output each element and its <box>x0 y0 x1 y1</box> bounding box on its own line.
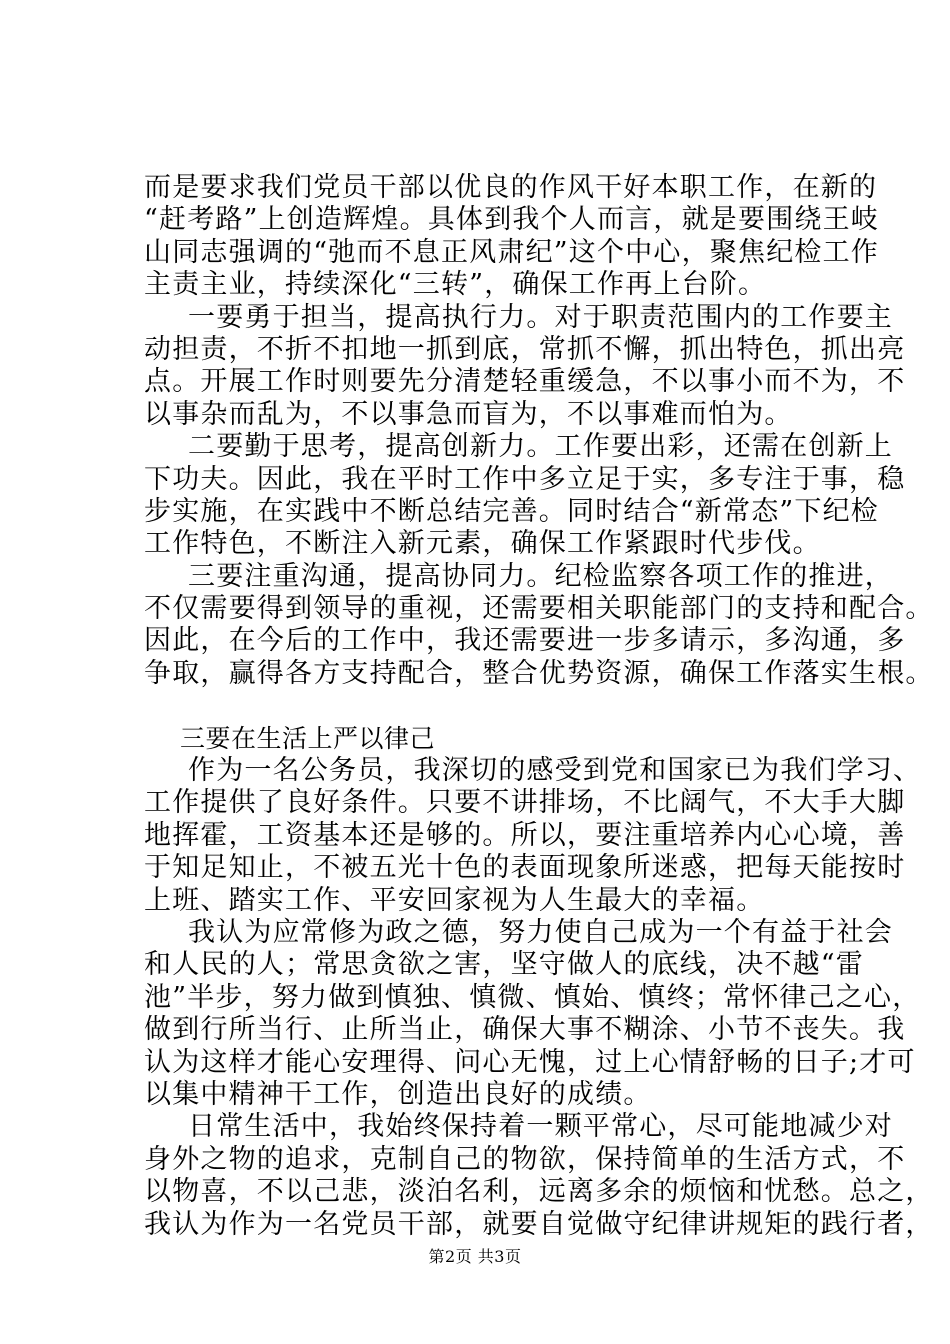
text-line: 因此，在今后的工作中，我还需要进一步多请示，多沟通，多 <box>144 625 906 657</box>
text-line: 山同志强调的“弛而不息正风肃纪”这个中心，聚焦纪检工作 <box>144 236 880 268</box>
blank-line <box>144 690 834 722</box>
text-line: “赶考路”上创造辉煌。具体到我个人而言，就是要围绕王岐 <box>144 204 880 236</box>
text-line: 池”半步，努力做到慎独、慎微、慎始、慎终；常怀律己之心， <box>144 981 921 1013</box>
text-line: 不仅需要得到领导的重视，还需要相关职能部门的支持和配合。 <box>144 593 934 625</box>
document-body <box>144 172 934 1241</box>
text-line: 以事杂而乱为，不以事急而盲为，不以事难而怕为。 <box>144 398 793 430</box>
text-line: 和人民的人；常思贪欲之害，坚守做人的底线，决不越“雷 <box>144 949 865 981</box>
text-line: 工作提供了良好条件。只要不讲排场，不比阔气，不大手大脚 <box>144 787 906 819</box>
text-line: 身外之物的追求，克制自己的物欲，保持简单的生活方式，不 <box>144 1143 906 1175</box>
text-line: 主责主业，持续深化“三转”，确保工作再上台阶。 <box>144 269 767 301</box>
text-line: 我认为作为一名党员干部，就要自觉做守纪律讲规矩的践行者， <box>144 1208 934 1240</box>
paragraph-first-line: 作为一名公务员，我深切的感受到党和国家已为我们学习、 <box>188 755 922 787</box>
paragraph-first-line: 一要勇于担当，提高执行力。对于职责范围内的工作要主 <box>188 301 893 333</box>
page-number-footer: 第2页 共3页 <box>428 1247 522 1266</box>
paragraph-first-line: 我认为应常修为政之德，努力使自己成为一个有益于社会 <box>188 916 893 948</box>
text-line: 以集中精神干工作，创造出良好的成绩。 <box>144 1078 652 1110</box>
section-heading: 三要在生活上严以律己 <box>180 723 436 753</box>
paragraph-first-line: 二要勤于思考，提高创新力。工作要出彩，还需在创新上 <box>188 431 893 463</box>
paragraph-first-line: 三要注重沟通，提高协同力。纪检监察各项工作的推进， <box>188 560 893 592</box>
text-line: 工作特色，不断注入新元素，确保工作紧跟时代步伐。 <box>144 528 821 560</box>
text-line: 动担责，不折不扣地一抓到底，常抓不懈，抓出特色，抓出亮 <box>144 333 906 365</box>
text-line: 认为这样才能心安理得、问心无愧，过上心情舒畅的日子;才可 <box>144 1046 916 1078</box>
text-line: 以物喜，不以己悲，淡泊名利，远离多余的烦恼和忧愁。总之， <box>144 1176 934 1208</box>
text-line: 做到行所当行、止所当止，确保大事不糊涂、小节不丧失。我 <box>144 1014 906 1046</box>
text-line: 而是要求我们党员干部以优良的作风干好本职工作，在新的 <box>144 172 878 203</box>
text-line: 上班、踏实工作、平安回家视为人生最大的幸福。 <box>144 884 765 916</box>
text-line: 地挥霍，工资基本还是够的。所以，要注重培养内心心境，善 <box>144 819 906 851</box>
text-line: 争取，赢得各方支持配合，整合优势资源，确保工作落实生根。 <box>144 657 934 689</box>
paragraph-first-line: 日常生活中，我始终保持着一颗平常心，尽可能地减少对 <box>188 1111 893 1143</box>
text-line: 于知足知止，不被五光十色的表面现象所迷惑，把每天能按时 <box>144 852 906 884</box>
text-line: 步实施，在实践中不断总结完善。同时结合“新常态”下纪检 <box>144 495 880 527</box>
text-line: 点。开展工作时则要先分清楚轻重缓急，不以事小而不为，不 <box>144 366 906 398</box>
text-line: 下功夫。因此，我在平时工作中多立足于实，多专注于事，稳 <box>144 463 906 495</box>
